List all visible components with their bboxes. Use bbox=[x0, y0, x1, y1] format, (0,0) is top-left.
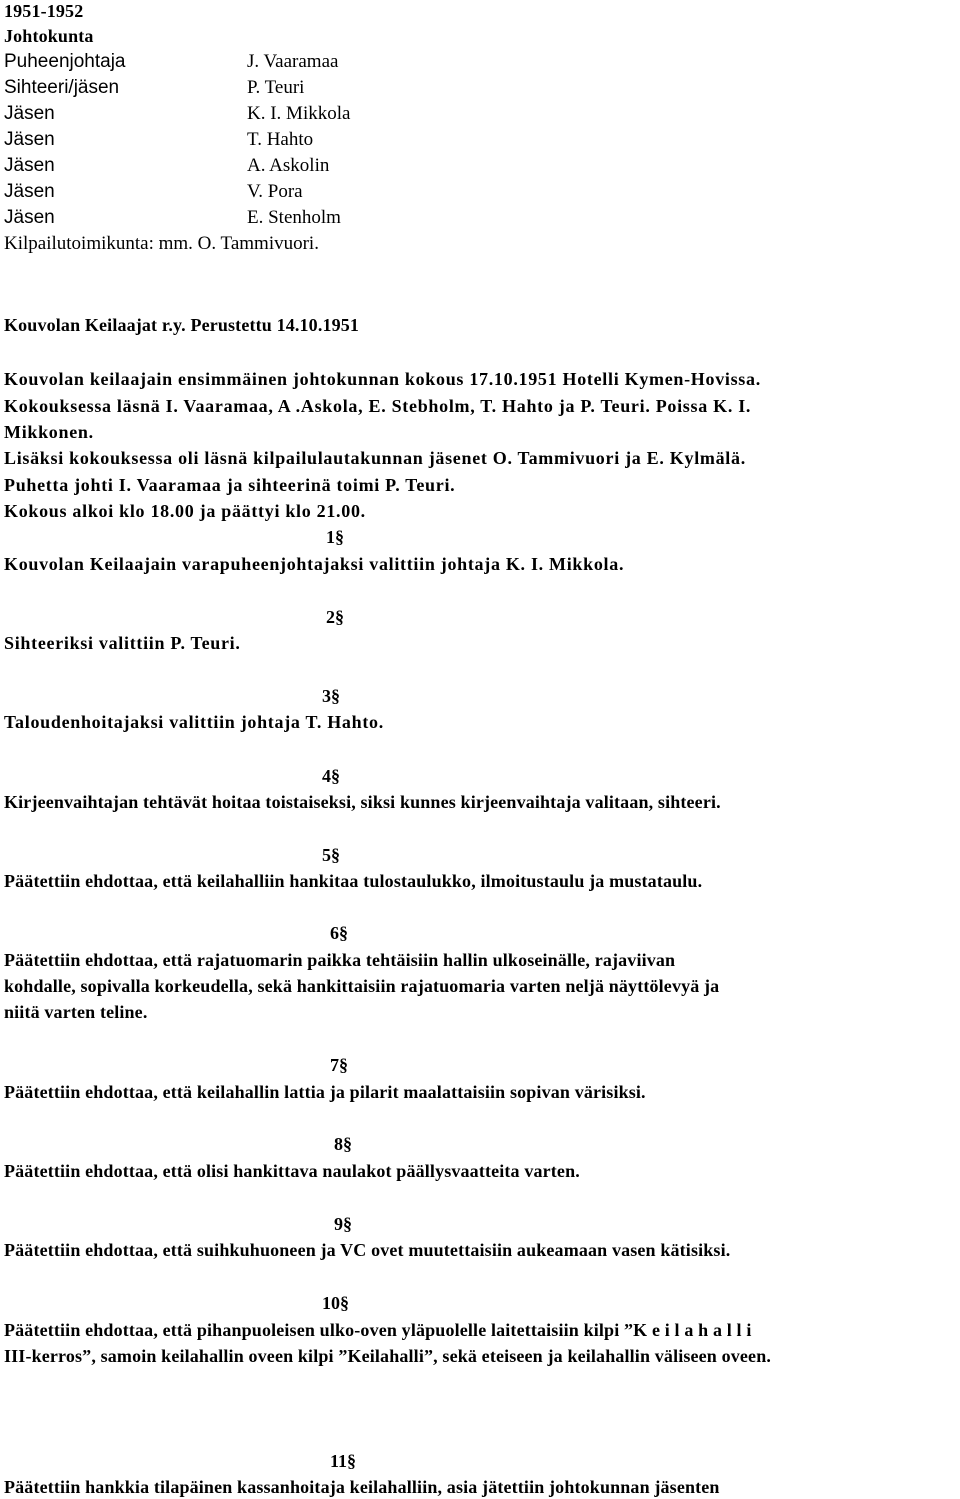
section-text: Päätettiin ehdottaa, että pihanpuoleisen ulko-oven yläpuolelle laitettaisiin kilpi ”K e i l a h a l l i bbox=[4, 1320, 752, 1340]
section-number: 10§ bbox=[322, 1293, 349, 1313]
board-member bbox=[4, 129, 313, 151]
section-text: Päätettiin ehdottaa, että keilahalliin hankitaa tulostaulukko, ilmoitustaulu ja mustataulu. bbox=[4, 871, 703, 891]
member-name: K. I. Mikkola bbox=[247, 103, 351, 124]
member-role: Puheenjohtaja bbox=[4, 51, 126, 72]
section-text: Päätettiin ehdottaa, että rajatuomarin paikka tehtäisiin hallin ulkoseinälle, rajaviivan bbox=[4, 950, 676, 970]
member-role: Jäsen bbox=[4, 181, 55, 202]
section-text: Päätettiin ehdottaa, että keilahallin lattia ja pilarit maalattaisiin sopivan värisiksi. bbox=[4, 1082, 646, 1102]
section-text: kohdalle, sopivalla korkeudella, sekä hankittaisiin rajatuomaria varten neljä näyttölevyä ja bbox=[4, 976, 720, 996]
board-member bbox=[4, 77, 304, 99]
section-text: III-kerros”, samoin keilahallin oveen kilpi ”Keilahalli”, sekä eteiseen ja keilahallin väliseen oveen. bbox=[4, 1346, 772, 1366]
section-text: Sihteeriksi valittiin P. Teuri. bbox=[4, 633, 241, 653]
board-member bbox=[4, 51, 338, 73]
section-number: 11§ bbox=[330, 1451, 357, 1471]
committee-line: Kilpailutoimikunta: mm. O. Tammivuori. bbox=[4, 233, 319, 254]
board-member bbox=[4, 181, 303, 203]
meeting-line: Lisäksi kokouksessa oli läsnä kilpailulautakunnan jäsenet O. Tammivuori ja E. Kylmälä. bbox=[4, 448, 746, 468]
member-name: J. Vaaramaa bbox=[247, 51, 339, 72]
section-number: 4§ bbox=[322, 766, 340, 786]
section-text: Päätettiin hankkia tilapäinen kassanhoitaja keilahalliin, asia jätettiin johtokunnan jäsenten bbox=[4, 1477, 720, 1497]
member-role: Jäsen bbox=[4, 103, 55, 124]
member-role: Sihteeri/jäsen bbox=[4, 77, 120, 98]
section-number: 6§ bbox=[330, 923, 348, 943]
board-member bbox=[4, 103, 350, 125]
section-text: Päätettiin ehdottaa, että suihkuhuoneen ja VC ovet muutettaisiin aukeamaan vasen kätisiksi. bbox=[4, 1240, 731, 1260]
meeting-line: Kokous alkoi klo 18.00 ja päättyi klo 21.00. bbox=[4, 501, 366, 521]
section-number: 8§ bbox=[334, 1134, 352, 1154]
section-number: 3§ bbox=[322, 686, 340, 706]
member-name: P. Teuri bbox=[247, 77, 305, 98]
section-text: niitä varten teline. bbox=[4, 1002, 148, 1022]
meeting-line: Puhetta johti I. Vaaramaa ja sihteerinä toimi P. Teuri. bbox=[4, 475, 456, 495]
founding-line: Kouvolan Keilaajat r.y. Perustettu 14.10.1951 bbox=[4, 315, 360, 335]
member-role: Jäsen bbox=[4, 129, 55, 150]
section-number: 7§ bbox=[330, 1055, 348, 1075]
meeting-line: Kokouksessa läsnä I. Vaaramaa, A .Askola, E. Stebholm, T. Hahto ja P. Teuri. Poissa K. I. bbox=[4, 396, 752, 416]
section-text: Taloudenhoitajaksi valittiin johtaja T. Hahto. bbox=[4, 712, 384, 732]
member-role: Jäsen bbox=[4, 155, 55, 176]
section-number: 1§ bbox=[326, 527, 344, 547]
member-name: E. Stenholm bbox=[247, 207, 341, 228]
member-name: A. Askolin bbox=[247, 155, 330, 176]
section-text: Kirjeenvaihtajan tehtävät hoitaa toistaiseksi, siksi kunnes kirjeenvaihtaja valitaan, sihteeri. bbox=[4, 792, 721, 812]
member-name: T. Hahto bbox=[247, 129, 314, 150]
section-number: 2§ bbox=[326, 607, 344, 627]
board-member bbox=[4, 155, 329, 177]
section-number: 9§ bbox=[334, 1214, 352, 1234]
member-role: Jäsen bbox=[4, 207, 55, 228]
board-heading: Johtokunta bbox=[4, 26, 94, 46]
section-number: 5§ bbox=[322, 845, 340, 865]
meeting-line: Mikkonen. bbox=[4, 422, 94, 442]
member-name: V. Pora bbox=[247, 181, 303, 202]
section-text: Päätettiin ehdottaa, että olisi hankittava naulakot päällysvaatteita varten. bbox=[4, 1161, 580, 1181]
section-text: Kouvolan Keilaajain varapuheenjohtajaksi valittiin johtaja K. I. Mikkola. bbox=[4, 554, 625, 574]
season-title: 1951-1952 bbox=[4, 1, 84, 21]
meeting-line: Kouvolan keilaajain ensimmäinen johtokunnan kokous 17.10.1951 Hotelli Kymen-Hovissa. bbox=[4, 369, 761, 389]
board-member bbox=[4, 207, 341, 229]
